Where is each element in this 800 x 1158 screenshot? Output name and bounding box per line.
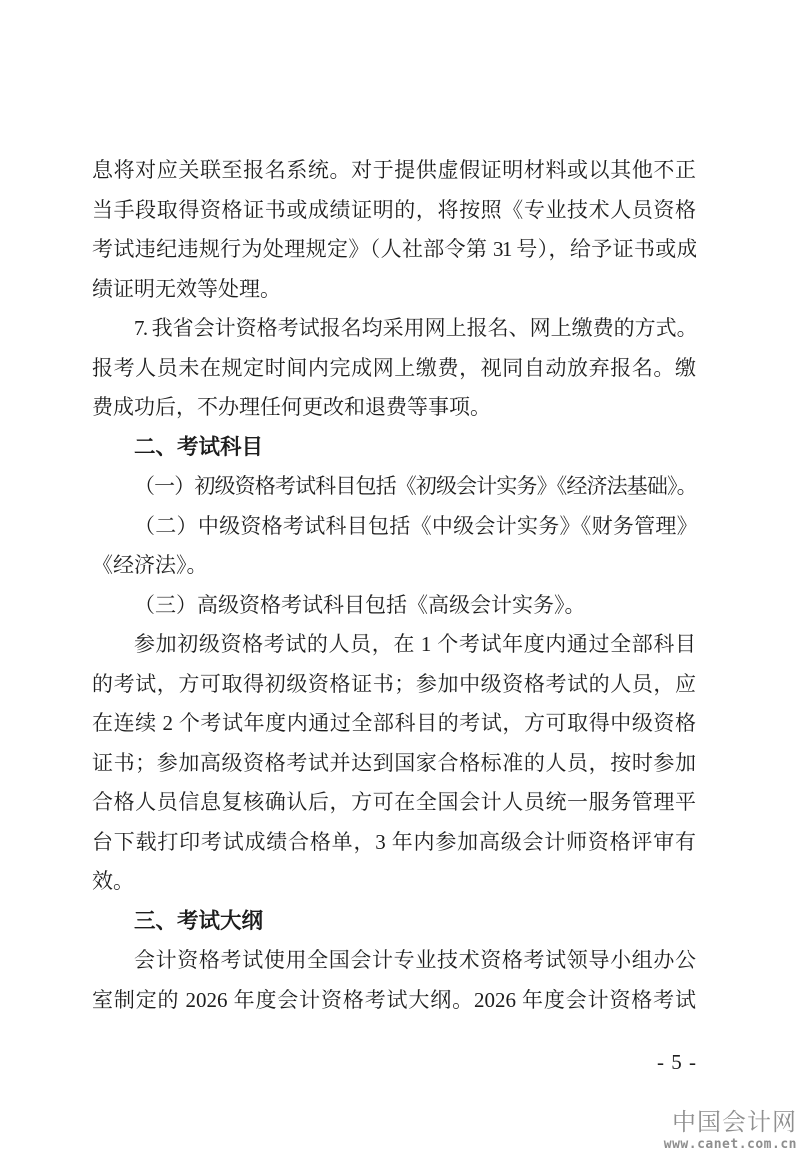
document-line: 7. 我省会计资格考试报名均采用网上报名、网上缴费的方式。 — [134, 316, 696, 340]
page-number: - 5 - — [657, 1050, 697, 1074]
document-line: 绩证明无效等处理。 — [92, 276, 281, 301]
document-line: 会计资格考试使用全国会计专业技术资格考试领导小组办公 — [134, 948, 696, 972]
document-line: 合格人员信息复核确认后，方可在全国会计人员统一服务管理平 — [92, 790, 696, 814]
document-line: 息将对应关联至报名系统。对于提供虚假证明材料或以其他不正 — [92, 158, 696, 182]
watermark — [664, 1110, 797, 1152]
watermark-site-name: 中国会计网 — [672, 1110, 797, 1137]
watermark-site-url: www.canet.com.cn — [663, 1136, 797, 1152]
document-line: 的考试，方可取得初级资格证书；参加中级资格考试的人员，应 — [92, 671, 696, 696]
document-line: 证书；参加高级资格考试并达到国家合格标准的人员，按时参加 — [92, 750, 696, 775]
document-line: 当手段取得资格证书或成绩证明的，将按照《专业技术人员资格 — [92, 197, 696, 222]
document-line: 室制定的 2026 年度会计资格考试大纲。2026 年度会计资格考试 — [92, 987, 696, 1012]
document-line: 参加初级资格考试的人员，在 1 个考试年度内通过全部科目 — [134, 632, 696, 656]
section-heading: 三、考试大纲 — [134, 908, 264, 933]
document-body — [92, 151, 696, 1020]
document-line: 在连续 2 个考试年度内通过全部科目的考试，方可取得中级资格 — [92, 711, 696, 735]
document-line: 费成功后，不办理任何更改和退费等事项。 — [92, 395, 491, 419]
document-line: 效。 — [92, 869, 134, 893]
document-line: （一）初级资格考试科目包括《初级会计实务》《经济法基础》。 — [134, 474, 696, 498]
document-line: 台下载打印考试成绩合格单，3 年内参加高级会计师资格评审有 — [92, 829, 696, 854]
section-heading: 二、考试科目 — [134, 434, 264, 459]
document-line: （三）高级资格考试科目包括《高级会计实务》。 — [134, 592, 586, 617]
document-line: （二）中级资格考试科目包括《中级会计实务》《财务管理》 — [134, 513, 696, 538]
document-line: 报考人员未在规定时间内完成网上缴费，视同自动放弃报名。缴 — [92, 355, 696, 380]
document-line: 考试违纪违规行为处理规定》（人社部令第 31 号），给予证书或成 — [92, 237, 696, 261]
document-line: 《经济法》。 — [92, 553, 208, 577]
